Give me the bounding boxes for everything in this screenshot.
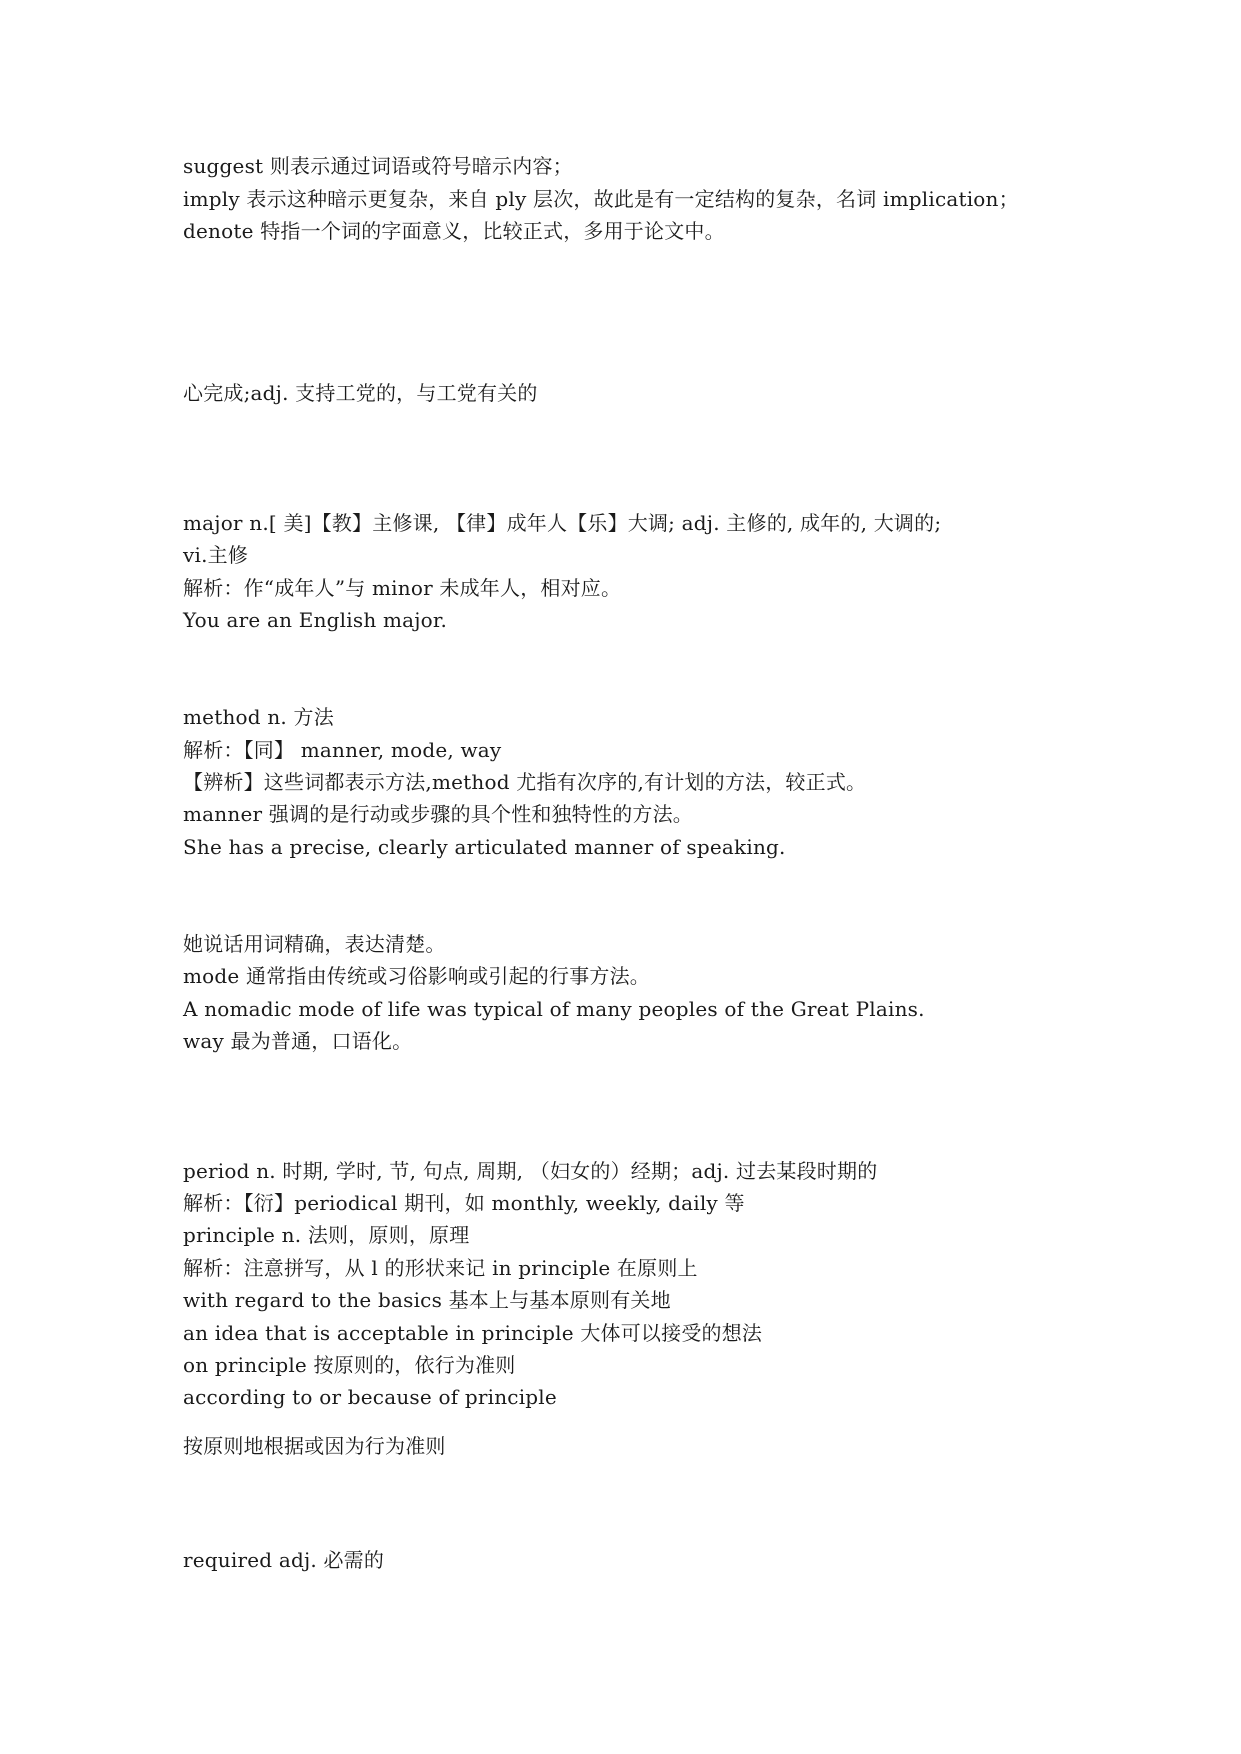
text-line: 她说话用词精确，表达清楚。: [183, 932, 446, 956]
text-line: way 最为普通，口语化。: [183, 1029, 413, 1053]
text-line: manner 强调的是行动或步骤的具个性和独特性的方法。: [183, 802, 694, 826]
text-line: 解析：【同】 manner, mode, way: [183, 738, 502, 762]
text-line: required adj. 必需的: [183, 1548, 385, 1572]
text-line: 按原则地根据或因为行为准则: [183, 1434, 446, 1458]
text-line: 心完成;adj. 支持工党的，与工党有关的: [183, 381, 538, 405]
text-line: 解析：作“成年人”与 minor 未成年人，相对应。: [183, 576, 622, 600]
text-line: denote 特指一个词的字面意义，比较正式，多用于论文中。: [183, 219, 725, 243]
text-line: You are an English major.: [183, 608, 448, 632]
text-line: 解析：注意拼写，从 l 的形状来记 in principle 在原则上: [183, 1256, 698, 1280]
text-line: 【辨析】这些词都表示方法,method 尤指有次序的,有计划的方法，较正式。: [183, 770, 867, 794]
text-line: period n. 时期, 学时, 节, 句点, 周期, （妇女的）经期；adj. 过去某段时期的: [183, 1159, 878, 1183]
text-line: A nomadic mode of life was typical of many peoples of the Great Plains.: [183, 997, 925, 1021]
text-line: 解析：【衍】periodical 期刊，如 monthly, weekly, daily 等: [183, 1191, 745, 1215]
text-line: mode 通常指由传统或习俗影响或引起的行事方法。: [183, 964, 651, 988]
text-line: with regard to the basics 基本上与基本原则有关地: [183, 1288, 671, 1312]
text-line: major n.[ 美]【教】主修课, 【律】成年人【乐】大调; adj. 主修的, 成年的, 大调的;: [183, 511, 942, 535]
text-line: suggest 则表示通过词语或符号暗示内容；: [183, 154, 573, 178]
text-line: vi.主修: [183, 543, 249, 567]
text-line: an idea that is acceptable in principle 大体可以接受的想法: [183, 1321, 763, 1345]
text-line: on principle 按原则的，依行为准则: [183, 1353, 516, 1377]
text-line: She has a precise, clearly articulated manner of speaking.: [183, 835, 786, 859]
text-line: imply 表示这种暗示更复杂，来自 ply 层次，故此是有一定结构的复杂，名词 implication；: [183, 187, 1019, 211]
text-line: method n. 方法: [183, 705, 334, 729]
text-line: principle n. 法则，原则，原理: [183, 1223, 470, 1247]
text-line: according to or because of principle: [183, 1385, 557, 1409]
